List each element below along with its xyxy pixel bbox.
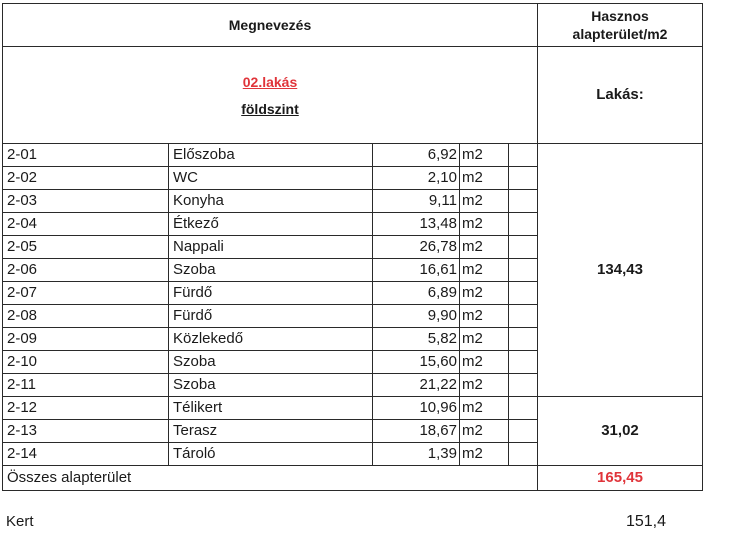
spacer-cell bbox=[509, 305, 538, 328]
room-code: 2-14 bbox=[3, 443, 169, 466]
room-area: 6,89 bbox=[373, 282, 460, 305]
apartment-area-label: Lakás: bbox=[538, 47, 703, 144]
table-row bbox=[3, 397, 703, 420]
room-area-table bbox=[2, 3, 703, 491]
room-code: 2-09 bbox=[3, 328, 169, 351]
room-area: 21,22 bbox=[373, 374, 460, 397]
total-row bbox=[3, 466, 703, 491]
room-unit: m2 bbox=[460, 236, 509, 259]
room-unit: m2 bbox=[460, 374, 509, 397]
area-header-line1: Hasznos bbox=[591, 8, 649, 24]
room-name: Tároló bbox=[169, 443, 373, 466]
room-name: Fürdő bbox=[169, 282, 373, 305]
room-area: 10,96 bbox=[373, 397, 460, 420]
table-row bbox=[3, 144, 703, 167]
spacer-cell bbox=[509, 282, 538, 305]
room-name: Szoba bbox=[169, 374, 373, 397]
room-code: 2-07 bbox=[3, 282, 169, 305]
room-name: Előszoba bbox=[169, 144, 373, 167]
room-code: 2-13 bbox=[3, 420, 169, 443]
room-unit: m2 bbox=[460, 328, 509, 351]
room-unit: m2 bbox=[460, 443, 509, 466]
floor-label: földszint bbox=[241, 100, 299, 117]
spacer-cell bbox=[509, 443, 538, 466]
spacer-cell bbox=[509, 374, 538, 397]
room-name: Szoba bbox=[169, 351, 373, 374]
room-code: 2-06 bbox=[3, 259, 169, 282]
room-unit: m2 bbox=[460, 167, 509, 190]
room-name: WC bbox=[169, 167, 373, 190]
section-row bbox=[3, 47, 703, 144]
room-unit: m2 bbox=[460, 420, 509, 443]
room-unit: m2 bbox=[460, 213, 509, 236]
room-name: Télikert bbox=[169, 397, 373, 420]
room-code: 2-01 bbox=[3, 144, 169, 167]
room-name: Közlekedő bbox=[169, 328, 373, 351]
room-area: 1,39 bbox=[373, 443, 460, 466]
spacer-cell bbox=[509, 420, 538, 443]
spacer-cell bbox=[509, 328, 538, 351]
room-name: Terasz bbox=[169, 420, 373, 443]
room-code: 2-02 bbox=[3, 167, 169, 190]
room-area: 9,90 bbox=[373, 305, 460, 328]
spacer-cell bbox=[509, 397, 538, 420]
spacer-cell bbox=[509, 259, 538, 282]
room-area: 16,61 bbox=[373, 259, 460, 282]
room-name: Étkező bbox=[169, 213, 373, 236]
room-area: 15,60 bbox=[373, 351, 460, 374]
room-name: Konyha bbox=[169, 190, 373, 213]
spacer-cell bbox=[509, 236, 538, 259]
interior-subtotal: 134,43 bbox=[538, 144, 703, 397]
room-unit: m2 bbox=[460, 305, 509, 328]
room-code: 2-05 bbox=[3, 236, 169, 259]
room-code: 2-04 bbox=[3, 213, 169, 236]
room-code: 2-03 bbox=[3, 190, 169, 213]
room-name: Szoba bbox=[169, 259, 373, 282]
spacer-cell bbox=[509, 351, 538, 374]
apartment-number: 02.lakás bbox=[242, 73, 298, 90]
area-header-line2: alapterület/m2 bbox=[572, 26, 668, 42]
room-code: 2-10 bbox=[3, 351, 169, 374]
room-code: 2-08 bbox=[3, 305, 169, 328]
room-code: 2-12 bbox=[3, 397, 169, 420]
section-title-cell bbox=[3, 47, 538, 144]
room-name: Nappali bbox=[169, 236, 373, 259]
room-area: 6,92 bbox=[373, 144, 460, 167]
room-area: 2,10 bbox=[373, 167, 460, 190]
room-area: 5,82 bbox=[373, 328, 460, 351]
room-area: 18,67 bbox=[373, 420, 460, 443]
header-row bbox=[3, 4, 703, 47]
exterior-subtotal: 31,02 bbox=[538, 397, 703, 466]
room-name: Fürdő bbox=[169, 305, 373, 328]
room-unit: m2 bbox=[460, 259, 509, 282]
area-column-header bbox=[538, 4, 703, 47]
total-value: 165,45 bbox=[538, 466, 703, 491]
total-label: Összes alapterület bbox=[3, 466, 538, 491]
garden-value: 151,4 bbox=[625, 513, 667, 530]
room-unit: m2 bbox=[460, 397, 509, 420]
spacer-cell bbox=[509, 190, 538, 213]
spacer-cell bbox=[509, 213, 538, 236]
room-code: 2-11 bbox=[3, 374, 169, 397]
garden-label: Kert bbox=[6, 513, 34, 530]
room-unit: m2 bbox=[460, 351, 509, 374]
garden-row bbox=[2, 510, 728, 534]
room-area: 13,48 bbox=[373, 213, 460, 236]
room-unit: m2 bbox=[460, 144, 509, 167]
name-column-header: Megnevezés bbox=[3, 4, 538, 47]
spacer-cell bbox=[509, 144, 538, 167]
room-area: 9,11 bbox=[373, 190, 460, 213]
room-unit: m2 bbox=[460, 282, 509, 305]
room-area: 26,78 bbox=[373, 236, 460, 259]
room-unit: m2 bbox=[460, 190, 509, 213]
spacer-cell bbox=[509, 167, 538, 190]
